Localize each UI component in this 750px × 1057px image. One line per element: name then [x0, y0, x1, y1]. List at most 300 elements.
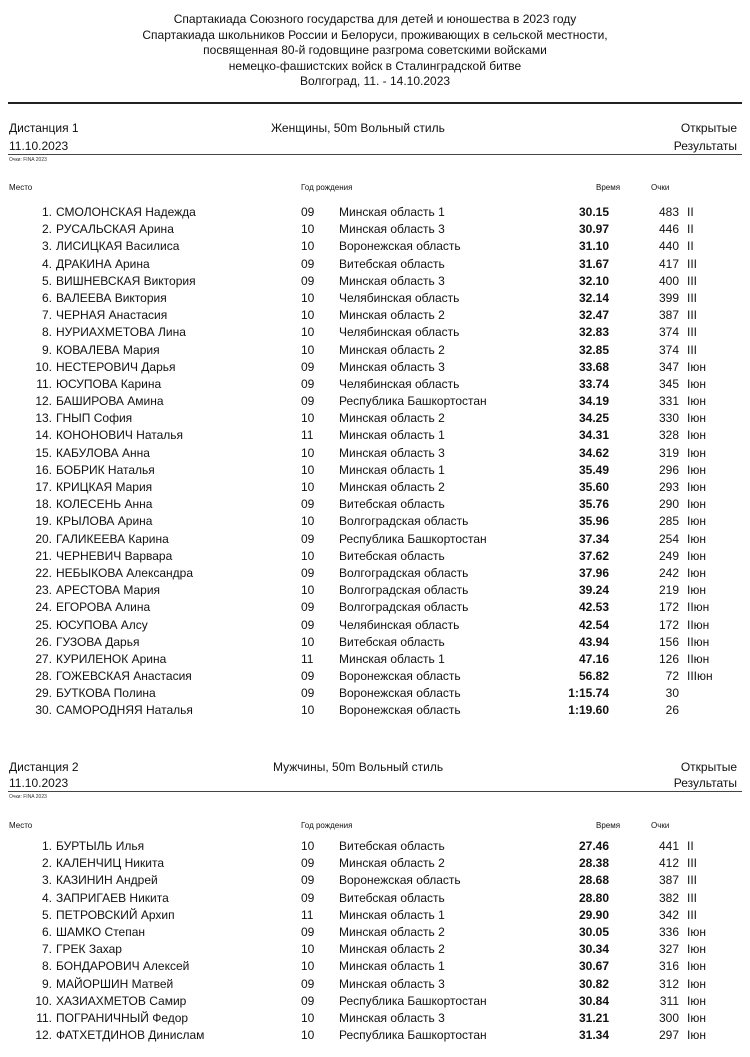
- rank-label: Iюн: [687, 497, 706, 512]
- birth-year: 09: [301, 617, 315, 632]
- result-time: 56.82: [578, 669, 609, 684]
- place-cell: 27.: [35, 651, 52, 666]
- birth-year: 09: [301, 976, 315, 991]
- place-cell: 10.: [35, 359, 52, 374]
- athlete-name: ГРЕК Захар: [56, 942, 122, 957]
- team-name: Витебская область: [339, 497, 445, 512]
- place-cell: 11.: [36, 1010, 52, 1025]
- rank-label: Iюн: [687, 942, 706, 957]
- points-value: 330: [658, 411, 679, 426]
- athlete-name: ДРАКИНА Арина: [56, 256, 150, 271]
- team-name: Минская область 3: [339, 445, 445, 460]
- athlete-name: СМОЛОНСКАЯ Надежда: [56, 205, 196, 219]
- place-cell: 21.: [35, 548, 52, 563]
- result-time: 29.90: [578, 907, 609, 922]
- team-name: Витебская область: [339, 256, 445, 271]
- birth-year: 09: [301, 873, 315, 888]
- place-cell: 24.: [35, 600, 52, 615]
- place-cell: 3.: [41, 239, 52, 254]
- birth-year: 10: [301, 514, 315, 529]
- header-divider: [8, 102, 742, 104]
- result-time: 39.24: [578, 583, 609, 598]
- points-value: 311: [659, 993, 679, 1008]
- result-row: [0, 377, 750, 394]
- place-cell: 2.: [41, 856, 52, 871]
- team-name: Минская область 1: [339, 959, 445, 974]
- result-row: [0, 343, 750, 360]
- points-value: 285: [658, 514, 679, 529]
- place-cell: 13.: [35, 411, 52, 426]
- birth-year: 10: [301, 325, 315, 340]
- result-time: 42.53: [578, 600, 609, 615]
- result-row: [0, 497, 750, 514]
- result-time: 31.10: [578, 239, 609, 254]
- points-value: 26: [665, 703, 679, 718]
- result-row: [0, 428, 750, 445]
- event-title: Мужчины, 50m Вольный стиль: [273, 760, 444, 774]
- result-row: [0, 942, 750, 959]
- place-cell: 7.: [41, 942, 52, 957]
- rank-label: Iюн: [687, 548, 706, 563]
- team-name: Республика Башкортостан: [339, 1028, 487, 1043]
- points-value: 440: [658, 239, 679, 254]
- place-cell: 25.: [35, 617, 52, 632]
- result-time: 35.76: [578, 497, 609, 512]
- team-name: Воронежская область: [339, 669, 461, 684]
- rank-label: Iюн: [687, 428, 706, 443]
- points-value: 293: [658, 480, 679, 494]
- place-cell: 8.: [41, 325, 52, 340]
- result-row: [0, 291, 750, 308]
- place-cell: 6.: [41, 290, 52, 305]
- place-cell: 28.: [35, 669, 52, 684]
- athlete-name: ФАТХЕТДИНОВ Динислам: [56, 1028, 205, 1043]
- rank-label: Iюн: [687, 924, 706, 939]
- athlete-name: ВИШНЕВСКАЯ Виктория: [56, 273, 196, 288]
- birth-year: 11: [301, 651, 314, 666]
- points-value: 399: [658, 290, 679, 305]
- points-value: 417: [658, 256, 679, 271]
- result-row: [0, 856, 750, 873]
- points-value: 374: [658, 342, 679, 357]
- team-name: Волгоградская область: [339, 565, 469, 580]
- result-row: [0, 652, 750, 669]
- result-time: 32.14: [578, 290, 609, 305]
- birth-year: 09: [301, 669, 315, 684]
- result-time: 30.67: [578, 959, 609, 974]
- athlete-name: РУСАЛЬСКАЯ Арина: [56, 222, 174, 237]
- points-value: 387: [658, 308, 679, 323]
- result-time: 43.94: [578, 634, 609, 649]
- result-time: 47.16: [578, 651, 609, 666]
- team-name: Минская область 1: [339, 462, 445, 477]
- athlete-name: ЛИСИЦКАЯ Василиса: [56, 239, 180, 254]
- birth-year: 10: [301, 959, 315, 974]
- result-time: 30.97: [578, 222, 609, 237]
- result-time: 34.62: [578, 445, 609, 460]
- team-name: Минская область 2: [339, 480, 445, 494]
- place-cell: 8.: [41, 959, 52, 974]
- athlete-name: ГНЫП София: [56, 411, 133, 426]
- result-time: 33.68: [578, 359, 609, 374]
- rank-label: III: [687, 873, 698, 888]
- result-time: 35.49: [578, 462, 609, 477]
- team-name: Волгоградская область: [339, 600, 469, 615]
- distance-label: Дистанция 2: [9, 760, 79, 774]
- points-value: 316: [658, 959, 679, 974]
- result-time: 34.19: [578, 394, 609, 409]
- athlete-name: САМОРОДНЯЯ Наталья: [56, 703, 193, 718]
- athlete-name: КАЗИНИН Андрей: [56, 873, 158, 888]
- col-place-header: Место: [9, 821, 33, 830]
- place-cell: 22.: [35, 565, 52, 580]
- team-name: Витебская область: [339, 839, 445, 853]
- result-row: [0, 532, 750, 549]
- place-cell: 5.: [41, 273, 52, 288]
- result-time: 1:15.74: [568, 686, 609, 701]
- result-row: [0, 566, 750, 583]
- result-time: 32.83: [578, 325, 609, 340]
- points-value: 300: [658, 1010, 679, 1025]
- result-row: [0, 360, 750, 377]
- rank-label: IIюн: [687, 634, 710, 649]
- result-time: 33.74: [578, 376, 609, 391]
- result-row: [0, 325, 750, 342]
- birth-year: 10: [301, 1010, 315, 1025]
- rank-label: Iюн: [687, 976, 706, 991]
- header-line: немецко-фашистских войск в Сталинградской битве: [228, 58, 522, 73]
- athlete-name: БОБРИК Наталья: [56, 462, 155, 477]
- team-name: Минская область 1: [339, 907, 445, 922]
- header-line: посвященная 80-й годовщине разгрома советскими войсками: [203, 43, 547, 57]
- result-row: [0, 308, 750, 325]
- points-value: 219: [658, 583, 679, 598]
- points-value: 242: [658, 565, 679, 580]
- team-name: Челябинская область: [339, 376, 460, 391]
- points-value: 290: [658, 497, 679, 512]
- rank-label: Iюн: [687, 394, 706, 409]
- birth-year: 10: [301, 942, 315, 957]
- place-cell: 1.: [41, 839, 52, 853]
- result-time: 42.54: [578, 617, 609, 632]
- athlete-name: МАЙОРШИН Матвей: [56, 976, 174, 991]
- birth-year: 09: [301, 376, 315, 391]
- result-row: [0, 686, 750, 703]
- rank-label: II: [687, 839, 694, 853]
- points-value: 446: [658, 222, 679, 237]
- result-time: 27.46: [578, 839, 609, 853]
- rank-label: IIюн: [687, 617, 710, 632]
- athlete-name: КОЛЕСЕНЬ Анна: [56, 497, 153, 512]
- rank-label: III: [687, 907, 698, 922]
- rank-label: Iюн: [687, 480, 706, 494]
- athlete-name: НЕБЫКОВА Александра: [56, 565, 194, 580]
- result-row: [0, 411, 750, 428]
- athlete-name: НЕСТЕРОВИЧ Дарья: [56, 359, 176, 374]
- results-list-2: [0, 839, 750, 1045]
- birth-year: 10: [301, 583, 315, 598]
- birth-year: 10: [301, 239, 315, 254]
- status-label: Результаты: [673, 139, 737, 153]
- points-value: 441: [658, 839, 679, 853]
- team-name: Челябинская область: [339, 290, 460, 305]
- result-time: 30.34: [578, 942, 609, 957]
- rank-label: II: [687, 222, 694, 237]
- points-value: 345: [658, 376, 679, 391]
- place-cell: 3.: [41, 873, 52, 888]
- result-time: 32.47: [578, 308, 609, 323]
- birth-year: 10: [301, 445, 315, 460]
- points-value: 296: [658, 462, 679, 477]
- birth-year: 09: [301, 205, 315, 219]
- team-name: Витебская область: [339, 548, 445, 563]
- place-cell: 14.: [35, 428, 52, 443]
- place-cell: 10.: [35, 993, 52, 1008]
- result-time: 1:19.60: [568, 703, 609, 718]
- result-time: 32.85: [578, 342, 609, 357]
- rank-label: Iюн: [687, 583, 706, 598]
- athlete-name: ПЕТРОВСКИЙ Архип: [56, 907, 175, 922]
- team-name: Минская область 2: [339, 942, 445, 957]
- team-name: Витебская область: [339, 890, 445, 905]
- points-value: 319: [658, 445, 679, 460]
- result-time: 35.60: [578, 480, 609, 494]
- status-label: Результаты: [673, 776, 737, 790]
- birth-year: 10: [301, 839, 315, 853]
- rank-label: IIюн: [687, 600, 710, 615]
- rank-label: Iюн: [687, 514, 706, 529]
- result-row: [0, 583, 750, 600]
- rank-label: IIюн: [687, 651, 710, 666]
- athlete-name: ЧЕРНАЯ Анастасия: [56, 308, 168, 323]
- birth-year: 11: [301, 428, 314, 443]
- birth-year: 10: [301, 290, 315, 305]
- birth-year: 09: [301, 993, 315, 1008]
- team-name: Минская область 1: [339, 205, 445, 219]
- points-value: 312: [658, 976, 679, 991]
- event-title: Женщины, 50m Вольный стиль: [271, 121, 445, 135]
- birth-year: 09: [301, 924, 315, 939]
- points-value: 374: [658, 325, 679, 340]
- result-row: [0, 222, 750, 239]
- points-value: 347: [658, 359, 679, 374]
- points-value: 249: [658, 548, 679, 563]
- athlete-name: ЧЕРНЕВИЧ Варвара: [56, 548, 173, 563]
- birth-year: 09: [301, 359, 315, 374]
- athlete-name: КАЛЕНЧИЦ Никита: [56, 856, 164, 871]
- birth-year: 10: [301, 1028, 315, 1043]
- team-name: Витебская область: [339, 634, 445, 649]
- team-name: Челябинская область: [339, 617, 460, 632]
- team-name: Минская область 2: [339, 411, 445, 426]
- points-value: 342: [658, 907, 679, 922]
- athlete-name: КУРИЛЕНОК Арина: [56, 651, 167, 666]
- athlete-name: ХАЗИАХМЕТОВ Самир: [56, 993, 187, 1008]
- rank-label: Iюн: [687, 993, 706, 1008]
- results-list-1: [0, 205, 750, 721]
- place-cell: 6.: [41, 924, 52, 939]
- points-value: 172: [658, 617, 679, 632]
- result-row: [0, 205, 750, 222]
- event-date: 11.10.2023: [9, 139, 69, 153]
- points-value: 412: [658, 856, 679, 871]
- team-name: Минская область 2: [339, 924, 445, 939]
- points-value: 382: [658, 890, 679, 905]
- points-value: 331: [658, 394, 679, 409]
- place-cell: 5.: [41, 907, 52, 922]
- col-year-header: Год рождения: [301, 821, 353, 830]
- place-cell: 4.: [41, 256, 52, 271]
- col-place-header: Место: [9, 183, 33, 192]
- birth-year: 09: [301, 686, 315, 701]
- col-points-header: Очки: [651, 183, 670, 192]
- place-cell: 2.: [41, 222, 52, 237]
- points-value: 156: [658, 634, 679, 649]
- result-time: 28.38: [578, 856, 609, 871]
- rank-label: II: [687, 205, 694, 219]
- team-name: Волгоградская область: [339, 514, 469, 529]
- athlete-name: КОВАЛЕВА Мария: [56, 342, 160, 357]
- birth-year: 09: [301, 531, 315, 546]
- header-line: Волгоград, 11. - 14.10.2023: [299, 74, 451, 88]
- birth-year: 10: [301, 222, 315, 237]
- athlete-name: БУРТЫЛЬ Илья: [56, 839, 145, 853]
- team-name: Воронежская область: [339, 873, 461, 888]
- place-cell: 9.: [41, 342, 52, 357]
- rank-label: III: [687, 325, 698, 340]
- place-cell: 17.: [35, 480, 52, 494]
- place-cell: 1.: [41, 205, 52, 219]
- category-label: Открытые: [680, 760, 737, 774]
- place-cell: 19.: [35, 514, 52, 529]
- points-value: 297: [658, 1028, 679, 1043]
- result-time: 31.34: [578, 1028, 609, 1043]
- team-name: Челябинская область: [339, 325, 460, 340]
- result-time: 30.84: [578, 993, 609, 1008]
- birth-year: 10: [301, 411, 315, 426]
- points-value: 30: [665, 686, 679, 701]
- result-row: [0, 839, 750, 856]
- points-value: 126: [658, 651, 679, 666]
- team-name: Минская область 3: [339, 222, 445, 237]
- result-time: 28.68: [578, 873, 609, 888]
- birth-year: 10: [301, 703, 315, 718]
- result-row: [0, 977, 750, 994]
- athlete-name: КАБУЛОВА Анна: [56, 445, 150, 460]
- team-name: Минская область 3: [339, 273, 445, 288]
- result-row: [0, 873, 750, 890]
- result-row: [0, 1028, 750, 1045]
- result-time: 30.15: [578, 205, 609, 219]
- birth-year: 09: [301, 497, 315, 512]
- team-name: Республика Башкортостан: [339, 531, 487, 546]
- section-divider: [8, 154, 742, 155]
- result-row: [0, 994, 750, 1011]
- document-header: [0, 12, 750, 90]
- team-name: Республика Башкортостан: [339, 394, 487, 409]
- rank-label: Iюн: [687, 411, 706, 426]
- team-name: Республика Башкортостан: [339, 993, 487, 1008]
- rank-label: Iюн: [687, 531, 706, 546]
- result-row: [0, 480, 750, 497]
- birth-year: 09: [301, 273, 315, 288]
- col-year-header: Год рождения: [301, 183, 353, 192]
- place-cell: 4.: [41, 890, 52, 905]
- result-time: 28.80: [578, 890, 609, 905]
- result-time: 30.05: [578, 924, 609, 939]
- birth-year: 10: [301, 342, 315, 357]
- birth-year: 09: [301, 890, 315, 905]
- result-row: [0, 600, 750, 617]
- points-value: 72: [665, 669, 679, 684]
- points-value: 172: [658, 600, 679, 615]
- athlete-name: ГАЛИКЕЕВА Карина: [56, 531, 169, 546]
- rank-label: Iюн: [687, 1028, 706, 1043]
- team-name: Минская область 2: [339, 856, 445, 871]
- result-row: [0, 394, 750, 411]
- place-cell: 12.: [35, 394, 52, 409]
- birth-year: 09: [301, 394, 315, 409]
- place-cell: 18.: [35, 497, 52, 512]
- col-time-header: Время: [596, 821, 621, 830]
- birth-year: 09: [301, 256, 315, 271]
- place-cell: 23.: [35, 583, 52, 598]
- result-row: [0, 925, 750, 942]
- points-value: 328: [658, 428, 679, 443]
- rank-label: Iюн: [687, 376, 706, 391]
- points-value: 327: [658, 942, 679, 957]
- athlete-name: ЮСУПОВА Карина: [56, 376, 162, 391]
- athlete-name: КРИЦКАЯ Мария: [56, 480, 153, 494]
- points-basis: Очки: FINA 2023: [9, 157, 47, 163]
- points-value: 254: [658, 531, 679, 546]
- result-time: 34.25: [578, 411, 609, 426]
- team-name: Воронежская область: [339, 703, 461, 718]
- rank-label: III: [687, 856, 698, 871]
- rank-label: Iюн: [687, 959, 706, 974]
- team-name: Воронежская область: [339, 686, 461, 701]
- athlete-name: ЮСУПОВА Алсу: [56, 617, 148, 632]
- result-row: [0, 514, 750, 531]
- athlete-name: БОНДАРОВИЧ Алексей: [56, 959, 190, 974]
- birth-year: 10: [301, 548, 315, 563]
- points-value: 336: [658, 924, 679, 939]
- result-time: 31.21: [578, 1010, 609, 1025]
- result-time: 37.34: [578, 531, 609, 546]
- birth-year: 10: [301, 462, 315, 477]
- rank-label: Iюн: [687, 359, 706, 374]
- distance-label: Дистанция 1: [9, 121, 79, 135]
- result-time: 32.10: [578, 273, 609, 288]
- points-basis: Очки: FINA 2023: [9, 794, 47, 800]
- place-cell: 26.: [35, 634, 52, 649]
- place-cell: 30.: [35, 703, 52, 718]
- rank-label: III: [687, 890, 698, 905]
- rank-label: Iюн: [687, 462, 706, 477]
- place-cell: 16.: [35, 462, 52, 477]
- header-line: Спартакиада Союзного государства для детей и юношества в 2023 году: [173, 12, 577, 26]
- result-row: [0, 669, 750, 686]
- result-row: [0, 1011, 750, 1028]
- result-row: [0, 959, 750, 976]
- birth-year: 09: [301, 565, 315, 580]
- team-name: Минская область 3: [339, 359, 445, 374]
- col-time-header: Время: [596, 183, 621, 192]
- result-row: [0, 618, 750, 635]
- team-name: Минская область 2: [339, 308, 445, 323]
- team-name: Минская область 3: [339, 1010, 445, 1025]
- rank-label: III: [687, 290, 698, 305]
